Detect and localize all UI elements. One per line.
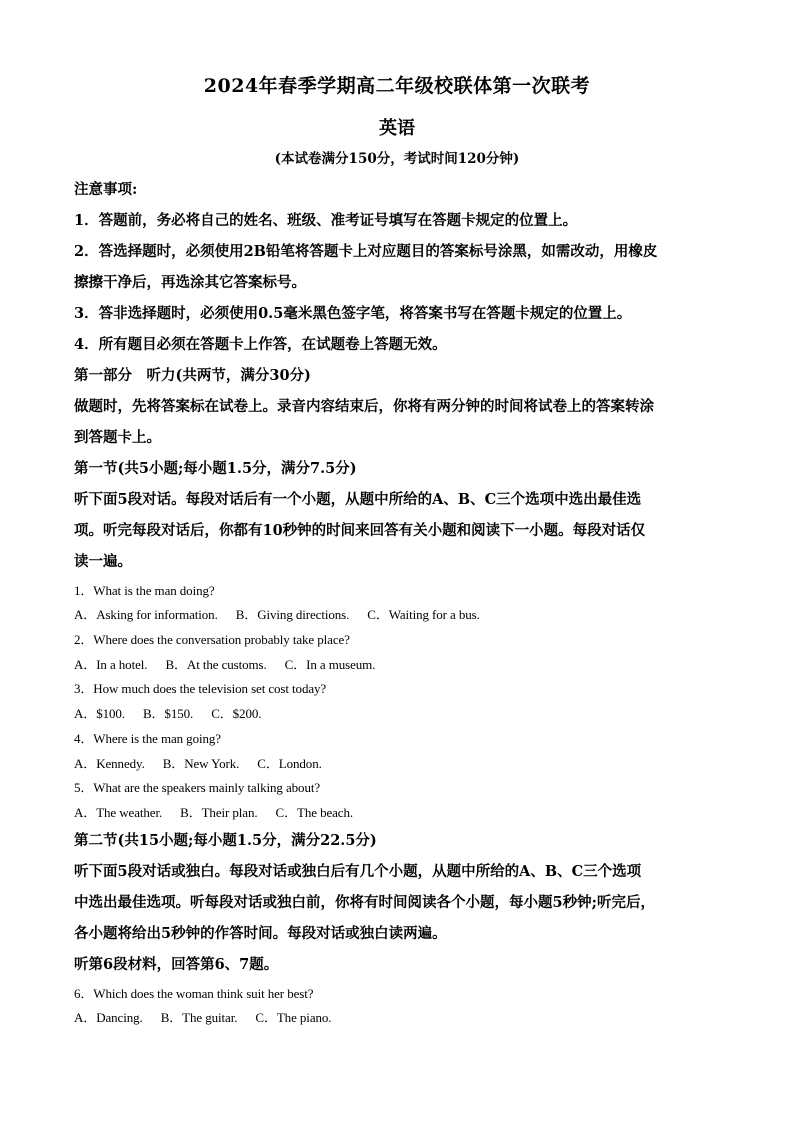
part1-intro-line-2: 到答题卡上。 xyxy=(74,429,161,446)
notice-item-1: 1．答题前，务必将自己的姓名、班级、准考证号填写在答题卡规定的位置上。 xyxy=(74,212,578,229)
question-3-options xyxy=(74,703,279,722)
question-2: 2．Where does the conversation probably take place? xyxy=(74,632,350,647)
material-6-heading: 听第6段材料，回答第6、7题。 xyxy=(74,956,279,973)
option-a: A．The weather. xyxy=(74,805,163,820)
section2-heading: 第二节(共15小题;每小题1.5分，满分22.5分) xyxy=(74,832,377,849)
section2-intro-line-1: 听下面5段对话或独白。每段对话或独白后有几个小题，从题中所给的A、B、C三个选项 xyxy=(74,863,642,880)
notice-heading: 注意事项: xyxy=(74,181,138,198)
notice-item-3: 3．答非选择题时，必须使用0.5毫米黑色签字笔，将答案书写在答题卡规定的位置上。 xyxy=(74,305,632,322)
question-1-options xyxy=(74,604,498,623)
question-3: 3．How much does the television set cost today? xyxy=(74,681,327,696)
question-1: 1．What is the man doing? xyxy=(74,583,215,598)
option-b: B．Giving directions. xyxy=(235,607,350,622)
option-c: C．Waiting for a bus. xyxy=(367,607,480,622)
part1-heading: 第一部分 听力(共两节，满分30分) xyxy=(74,367,311,384)
option-b: B．Their plan. xyxy=(180,805,258,820)
question-2-options xyxy=(74,654,393,673)
question-4-options xyxy=(74,753,340,772)
option-a: A．Dancing. xyxy=(74,1010,143,1025)
option-c: C．The piano. xyxy=(255,1010,332,1025)
section2-intro-line-3: 各小题将给出5秒钟的作答时间。每段对话或独白读两遍。 xyxy=(74,925,447,942)
option-c: C．The beach. xyxy=(275,805,354,820)
section1-heading: 第一节(共5小题;每小题1.5分，满分7.5分) xyxy=(74,460,357,477)
option-c: C．In a museum. xyxy=(284,657,376,672)
option-c: C．London. xyxy=(257,756,322,771)
question-6: 6．Which does the woman think suit her best? xyxy=(74,986,314,1001)
part1-intro-line-1: 做题时，先将答案标在试卷上。录音内容结束后，你将有两分钟的时间将试卷上的答案转涂 xyxy=(74,398,654,415)
question-5-options xyxy=(74,802,371,821)
option-b: B．New York. xyxy=(162,756,240,771)
exam-note: (本试卷满分150分，考试时间120分钟) xyxy=(274,151,520,167)
option-b: B．$150. xyxy=(142,706,194,721)
subject-title: 英语 xyxy=(379,118,415,139)
question-6-options xyxy=(74,1007,349,1026)
notice-item-2-line-1: 2．答选择题时，必须使用2B铅笔将答题卡上对应题目的答案标号涂黑，如需改动，用橡皮 xyxy=(74,243,658,260)
option-c: C．$200. xyxy=(211,706,262,721)
question-5: 5．What are the speakers mainly talking about? xyxy=(74,780,321,795)
option-a: A．Asking for information. xyxy=(74,607,218,622)
option-b: B．The guitar. xyxy=(160,1010,238,1025)
option-a: A．In a hotel. xyxy=(74,657,148,672)
notice-item-2-line-2: 擦擦干净后，再选涂其它答案标号。 xyxy=(74,274,306,291)
question-4: 4．Where is the man going? xyxy=(74,731,221,746)
section1-intro-line-1: 听下面5段对话。每段对话后有一个小题，从题中所给的A、B、C三个选项中选出最佳选 xyxy=(74,491,642,508)
section2-intro-line-2: 中选出最佳选项。听每段对话或独白前，你将有时间阅读各个小题，每小题5秒钟;听完后， xyxy=(74,894,655,911)
option-a: A．$100. xyxy=(74,706,125,721)
section1-intro-line-3: 读一遍。 xyxy=(74,553,132,570)
section1-intro-line-2: 项。听完每段对话后，你都有10秒钟的时间来回答有关小题和阅读下一小题。每段对话仅 xyxy=(74,522,646,539)
option-a: A．Kennedy. xyxy=(74,756,145,771)
option-b: B．At the customs. xyxy=(165,657,267,672)
notice-item-4: 4．所有题目必须在答题卡上作答，在试题卷上答题无效。 xyxy=(74,336,447,353)
exam-title: 2024年春季学期高二年级校联体第一次联考 xyxy=(203,75,591,97)
